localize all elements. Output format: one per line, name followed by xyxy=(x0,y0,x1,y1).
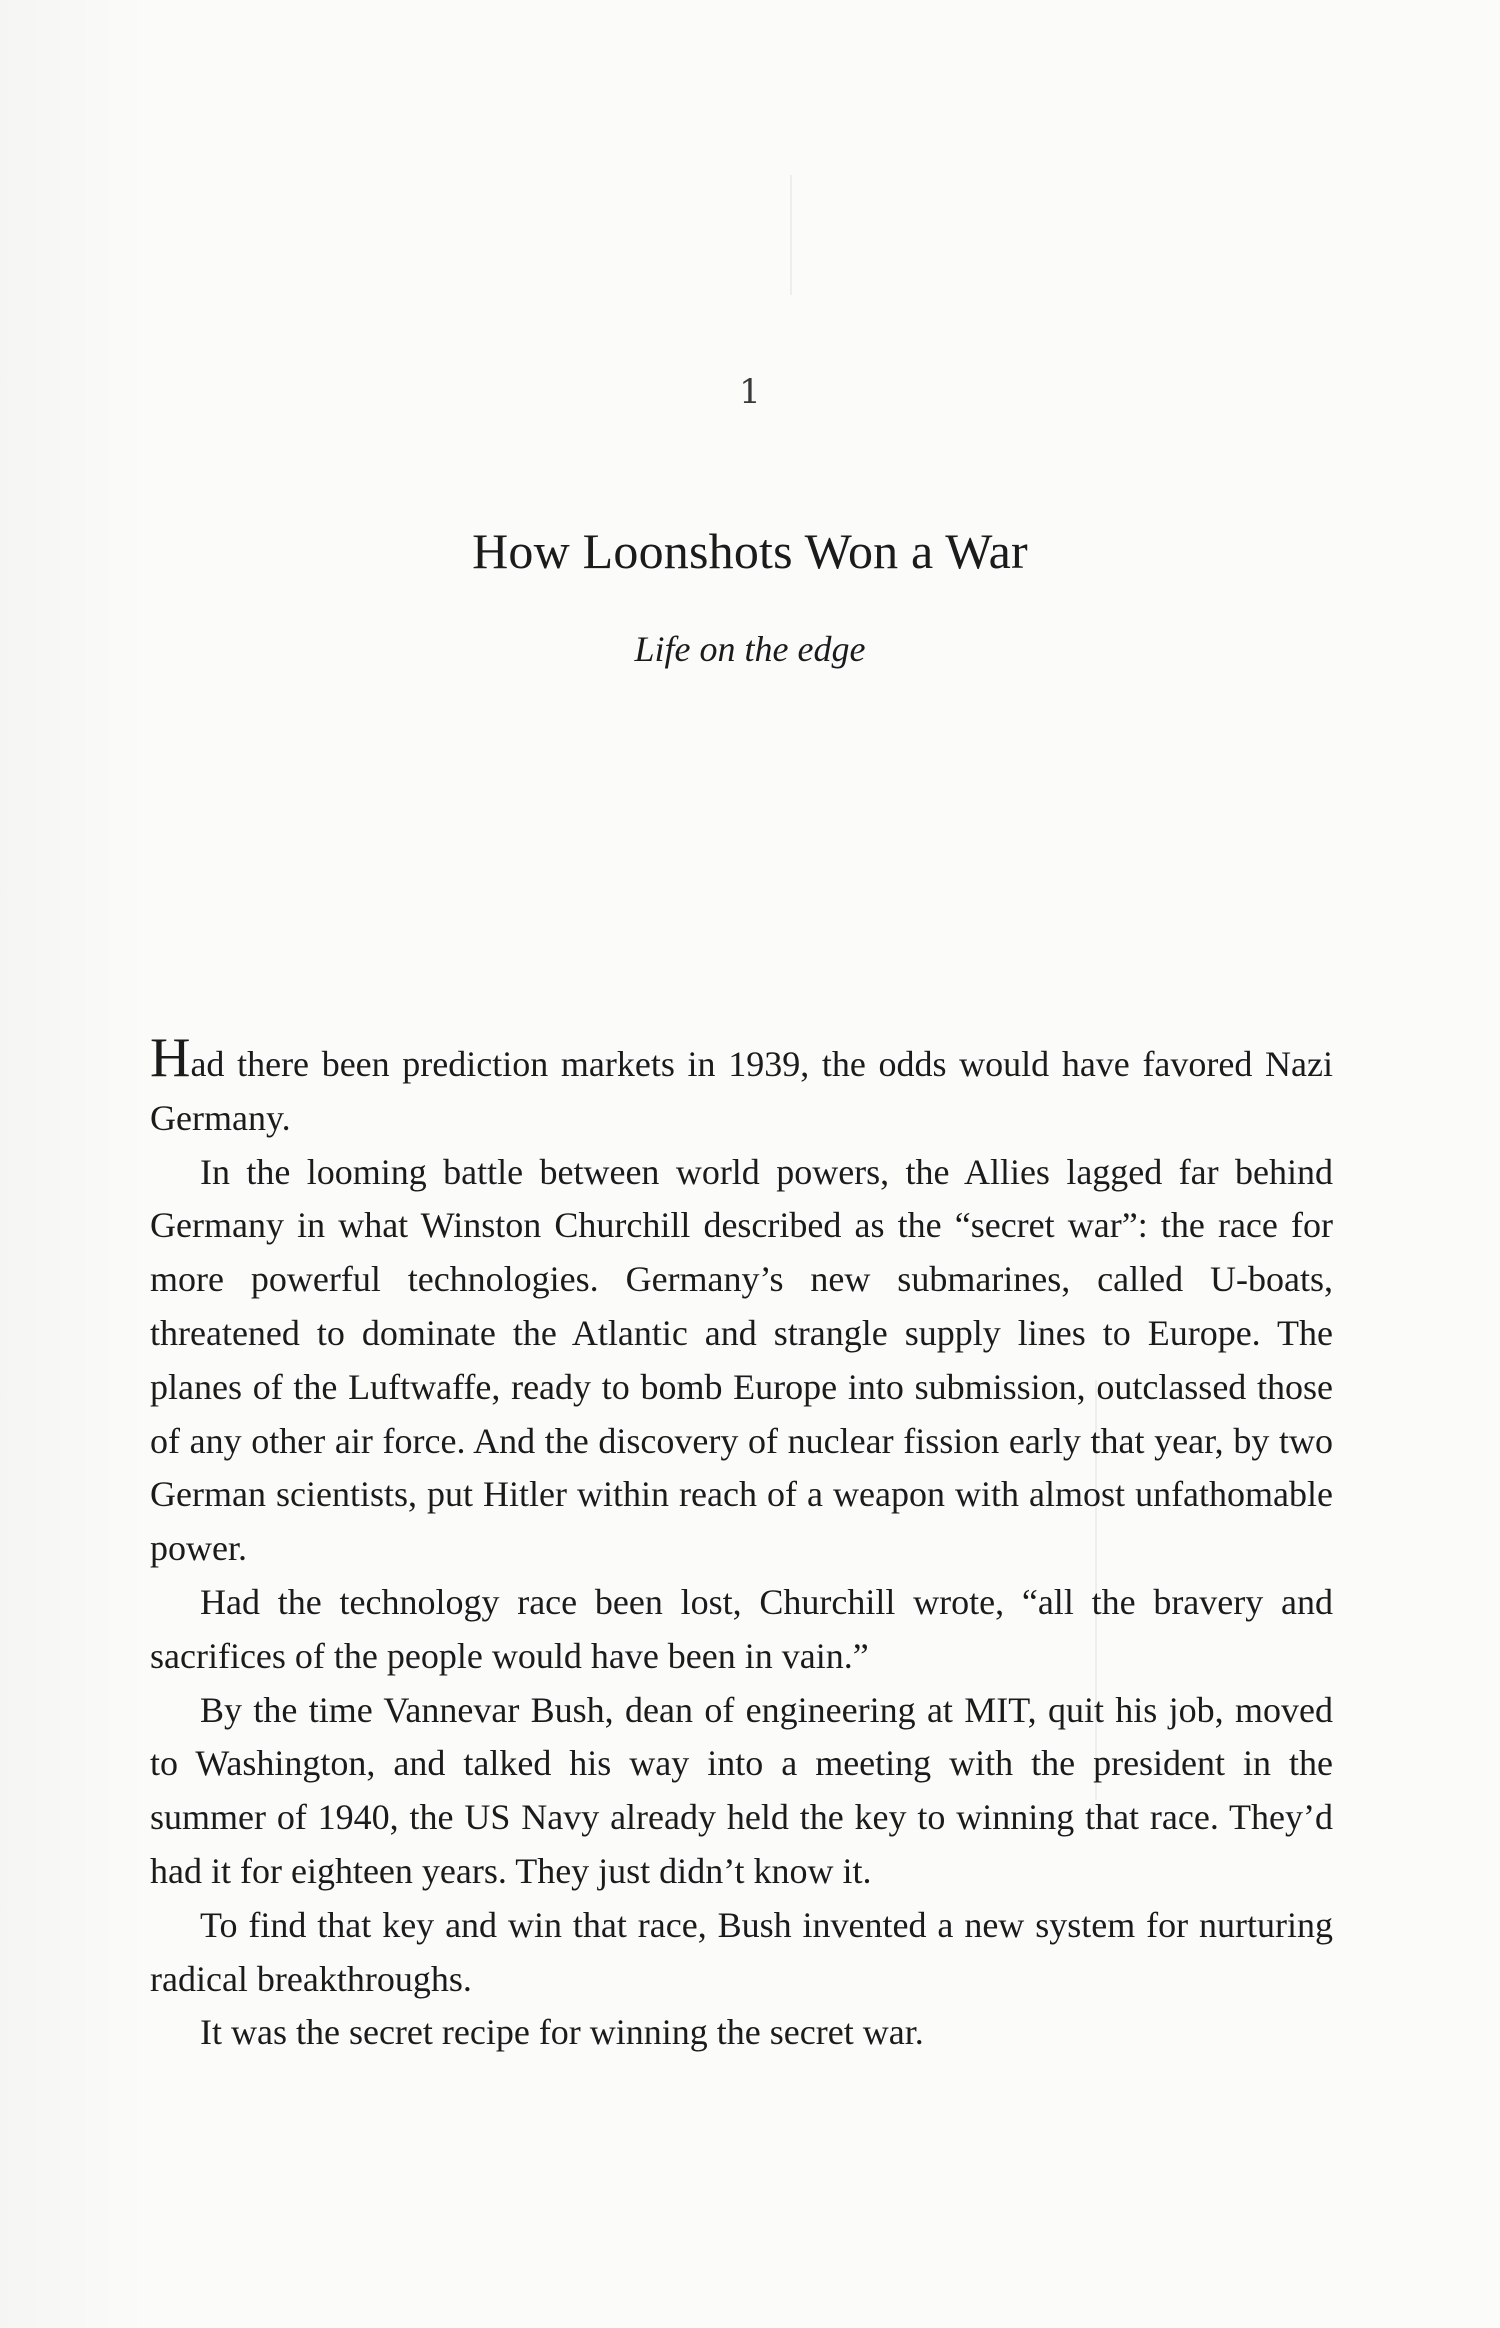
scan-shadow xyxy=(0,0,150,2328)
paragraph: It was the secret recipe for winning the secret war. xyxy=(200,2012,924,2053)
paragraph: By the time Vannevar Bush, dean of engineering at MIT, quit his job, moved to Washington, and talked his way into a meeting with the president in the summer of 1940, the US Navy already held the key to winning that race. They’d had it for eighteen years. They just didn’t know it. xyxy=(150,1689,1333,1891)
paragraph-opening: Had there been prediction markets in 1939, the odds would have favored Nazi Germany. xyxy=(150,1027,1333,1138)
paragraph: To find that key and win that race, Bush invented a new system for nurturing radical breakthroughs. xyxy=(150,1904,1333,1999)
paragraph: Had the technology race been lost, Churchill wrote, “all the bravery and sacrifices of the people would have been in vain.” xyxy=(150,1581,1333,1676)
paragraph: In the looming battle between world powers, the Allies lagged far behind Germany in what Winston Churchill described as the “secret war”: the race for more powerful technologies. Germany’s new submarines, called U-boats, threatened to dominate the Atlantic and strangle supply lines to Europe. The planes of the Luftwaffe, ready to bomb Europe into submission, outclassed those of any other air force. And the discovery of nuclear fission early that year, by two German scientists, put Hitler within reach of a weapon with almost unfathomable power. xyxy=(150,1151,1333,1569)
chapter-subtitle: Life on the edge xyxy=(634,629,866,669)
chapter-title: How Loonshots Won a War xyxy=(472,523,1028,579)
bleed-through-mark xyxy=(790,175,792,295)
chapter-number: 1 xyxy=(739,372,761,412)
chapter-body xyxy=(150,1027,1333,2060)
